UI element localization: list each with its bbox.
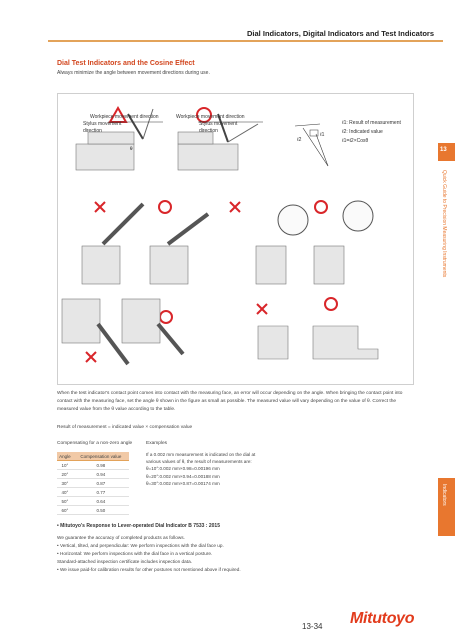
- value-cell: 0.98: [73, 461, 129, 470]
- response-line: • We issue paid-for calibration results for other postures not mentioned above if required.: [57, 567, 241, 572]
- table-row: [57, 470, 129, 479]
- stylus-direction-label-a1: Stylus movement: [83, 121, 122, 127]
- angle-cell: 40°: [57, 488, 73, 497]
- response-list: [57, 534, 357, 574]
- legend-formula: ℓ1=ℓ2×Cosθ: [342, 138, 369, 144]
- example-line: θ=10°:0.002 mm×0.98=0.00196 mm: [146, 466, 220, 472]
- response-heading: • Mitutoyo's Response to Lever-operated Dial Indicator B 7533 : 2015: [57, 523, 220, 529]
- angle-cell: 10°: [57, 461, 73, 470]
- chapter-number: 13: [440, 147, 447, 153]
- svg-text:θ: θ: [130, 146, 133, 151]
- page-number: 13-34: [302, 622, 323, 631]
- value-cell: 0.77: [73, 488, 129, 497]
- stylus-direction-label-a2: direction: [83, 128, 102, 134]
- compensation-label: Compensating for a non-zero angle: [57, 441, 133, 446]
- body-paragraph: When the test indicator's contact point comes into contact with the measuring face, an error will occur depending on the angle. When bringing the contact point into contact with the measuring face, set the angle θ shown in the figure as small as possible. The measured value will vary depending on the value of θ. Correct the measured value from the θ value according to the table.: [57, 391, 403, 412]
- figure-panel: [57, 93, 414, 385]
- response-line: • Horizontal: We perform inspections with the dial face in a vertical posture.: [57, 551, 213, 556]
- value-cell: 0.64: [73, 497, 129, 506]
- angle-cell: 50°: [57, 497, 73, 506]
- header-title: Dial Indicators, Digital Indicators and Test Indicators: [247, 29, 434, 38]
- legend-l1: ℓ1: Result of measurement: [342, 120, 401, 126]
- table-row: [57, 479, 129, 488]
- examples-intro-2: various values of θ, the result of measurements are:: [146, 459, 252, 465]
- mitutoyo-logo: Mitutoyo: [350, 610, 415, 627]
- l2-label: ℓ2: [297, 137, 302, 143]
- table-row: [57, 461, 129, 470]
- angle-cell: 20°: [57, 470, 73, 479]
- value-cell: 0.87: [73, 479, 129, 488]
- workpiece-direction-label-a: Workpiece movement direction: [90, 114, 159, 120]
- example-line: θ=30°:0.002 mm×0.87=0.00174 mm: [146, 480, 220, 486]
- section-subtitle: Always minimize the angle between movement directions during use.: [57, 70, 210, 76]
- workpiece-direction-label-b: Workpiece movement direction: [176, 114, 245, 120]
- examples-title: Examples: [146, 441, 168, 446]
- result-formula: Result of measurement = indicated value × compensation value: [57, 425, 193, 430]
- response-line: We guarantee the accuracy of completed products as follows.: [57, 535, 185, 540]
- section-title: Dial Test Indicators and the Cosine Effect: [57, 60, 195, 67]
- l1-label: ℓ1: [320, 132, 325, 138]
- table-row: [57, 506, 129, 515]
- examples-text: [146, 451, 296, 487]
- stylus-direction-label-b1: Stylus movement: [199, 121, 238, 127]
- value-cell: 0.50: [73, 506, 129, 515]
- table-row: [57, 488, 129, 497]
- response-line: Standard-attached inspection certificate includes inspection data.: [57, 559, 192, 564]
- compensation-table: [57, 452, 129, 515]
- angle-cell: 30°: [57, 479, 73, 488]
- response-line: • Vertical, tilted, and perpendicular: We perform inspections with the dial face up.: [57, 543, 224, 548]
- chapter-tab-label: Quick Guide to Precision Measuring Instruments: [441, 170, 447, 278]
- angle-cell: 60°: [57, 506, 73, 515]
- examples-intro-1: If a 0.002 mm measurement is indicated on the dial at: [146, 452, 256, 457]
- legend-l2: ℓ2: Indicated value: [342, 129, 383, 135]
- value-cell: 0.94: [73, 470, 129, 479]
- section-tab-label: Indicators: [441, 484, 447, 506]
- header-rule: [48, 40, 443, 42]
- table-row: [57, 497, 129, 506]
- stylus-direction-label-b2: direction: [199, 128, 218, 134]
- table-header-angle: Angle: [57, 452, 73, 461]
- example-line: θ=20°:0.002 mm×0.94=0.00188 mm: [146, 473, 220, 479]
- table-header-compensation: Compensation value: [73, 452, 129, 461]
